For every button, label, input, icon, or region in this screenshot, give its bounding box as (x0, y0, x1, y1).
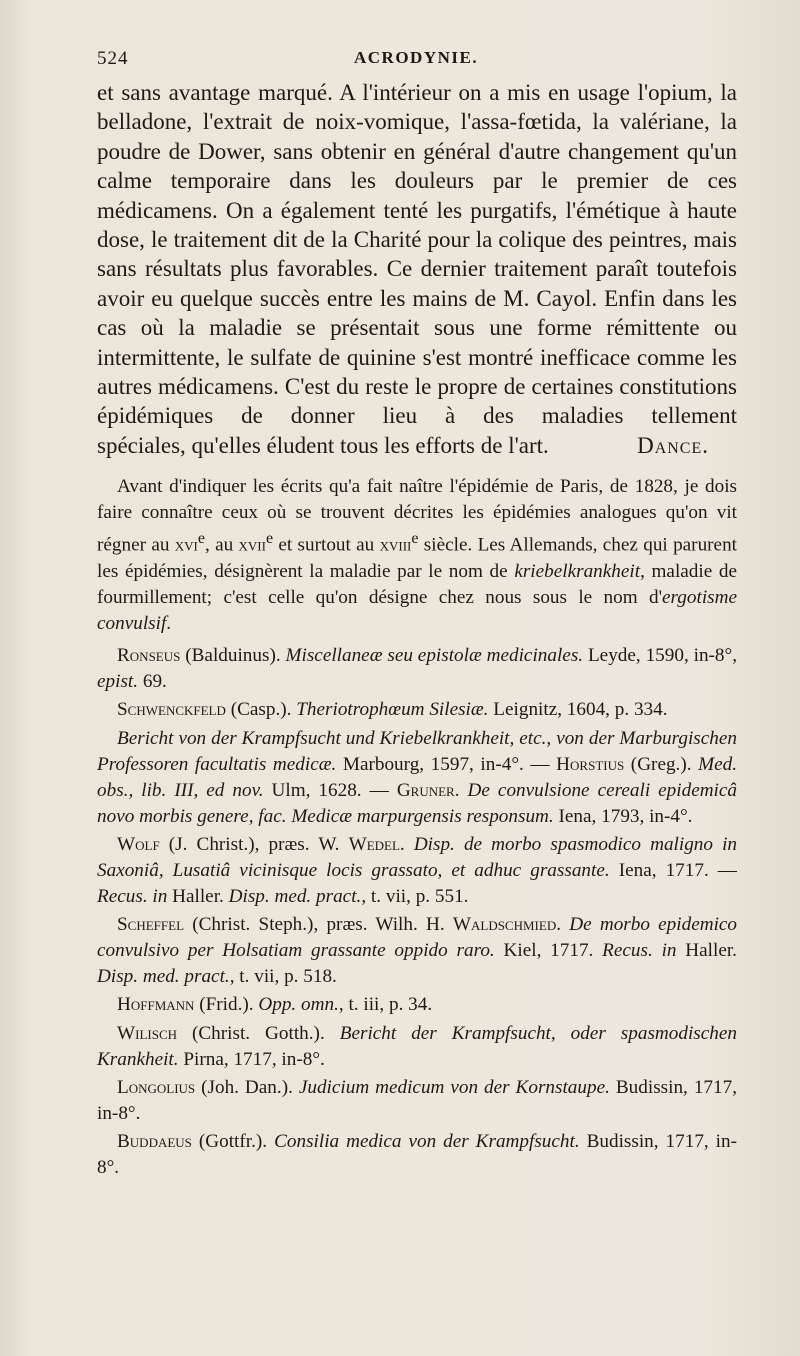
bibliography-entry: Schwenckfeld (Casp.). Theriotrophœum Silesiæ. Leignitz, 1604, p. 334. (117, 699, 668, 721)
body-text (97, 78, 737, 1183)
running-head: ACRODYNIE. (354, 48, 479, 67)
bibliography-entry: Scheffel (Christ. Steph.), præs. Wilh. H. Waldschmied. De morbo epidemico convulsivo per Holsatiam grassante oppido raro. Kiel, 1717. Recus. in Haller. Disp. med. pract., t. vii, p. 518. (97, 914, 738, 988)
bibliography-list (97, 643, 737, 1181)
bibliography-entry: Buddaeus (Gottfr.). Consilia medica von der Krampfsucht. Budissin, 1717, in-8°. (97, 1130, 737, 1179)
bibliography-entry: Longolius (Joh. Dan.). Judicium medicum von der Kornstaupe. Budissin, 1717, in-8°. (97, 1076, 737, 1124)
page-number: 524 (97, 48, 129, 69)
bibliography-entry: Hoffmann (Frid.). Opp. omn., t. iii, p. 34. (117, 994, 433, 1016)
bibliography-entry: Wilisch (Christ. Gotth.). Bericht der Krampfsucht, oder spasmodischen Krankheit. Pirna, 1717, in-8°. (97, 1022, 737, 1070)
intro-paragraph: Avant d'indiquer les écrits qu'a fait naître l'épidémie de Paris, de 1828, je dois faire connaître ceux où se trouvent décrites les épidémies analogues qu'on vit régner au xvi$^e$, au xvii$^e$ et surtout au xviii$^e$ siècle. Les Allemands, chez qui parurent les épidémies, désignèrent la maladie par le nom de kriebelkrankheit, maladie de fourmillement; c'est celle qu'on désigne chez nous sous le nom d'ergotisme convulsif. (97, 476, 737, 635)
author-signature: Dance. (637, 432, 709, 458)
last-line-text: spéciales, qu'elles éludent tous les efforts de l'art. (97, 432, 549, 458)
bibliography-entry: Wolf (J. Christ.), præs. W. Wedel. Disp. de morbo spasmodico maligno in Saxoniâ, Lusatiâ vicinisque locis grassato, et adhuc grassante. Iena, 1717. — Recus. in Haller. Disp. med. pract., t. vii, p. 551. (97, 833, 738, 908)
bibliography-entry: Ronseus (Balduinus). Miscellaneæ seu epistolæ medicinales. Leyde, 1590, in-8°, epist. 69. (97, 645, 737, 693)
main-paragraph-last-line (97, 431, 737, 460)
page-header (97, 48, 737, 76)
bibliography-entry: Bericht von der Krampfsucht und Kriebelkrankheit, etc., von der Marburgischen Professoren facultatis medicæ. Marbourg, 1597, in-4°. — Horstius (Greg.). Med. obs., lib. III, ed nov. Ulm, 1628. — Gruner. De convulsione cereali epidemicâ novo morbis genere, fac. Medicæ marpurgensis responsum. Iena, 1793, in-4°. (97, 727, 738, 827)
main-paragraph: et sans avantage marqué. A l'intérieur on a mis en usage l'opium, la belladone, l'extrait de noix-vomique, l'assa-fœtida, la valériane, la poudre de Dower, sans obtenir en général d'autre changement qu'un calme temporaire dans les douleurs par le premier de ces médicamens. On a également tenté les purgatifs, l'émétique à haute dose, le traitement dit de la Charité pour la colique des peintres, mais sans résultats plus favorables. Ce dernier traitement paraît toutefois avoir eu quelque succès entre les mains de M. Cayol. Enfin dans les cas où la maladie se présentait sous une forme rémittente ou intermittente, le sulfate de quinine s'est montré inefficace comme les autres médicamens. C'est du reste le propre de certaines constitutions épidémiques de donner lieu à des maladies tellement (97, 80, 737, 429)
